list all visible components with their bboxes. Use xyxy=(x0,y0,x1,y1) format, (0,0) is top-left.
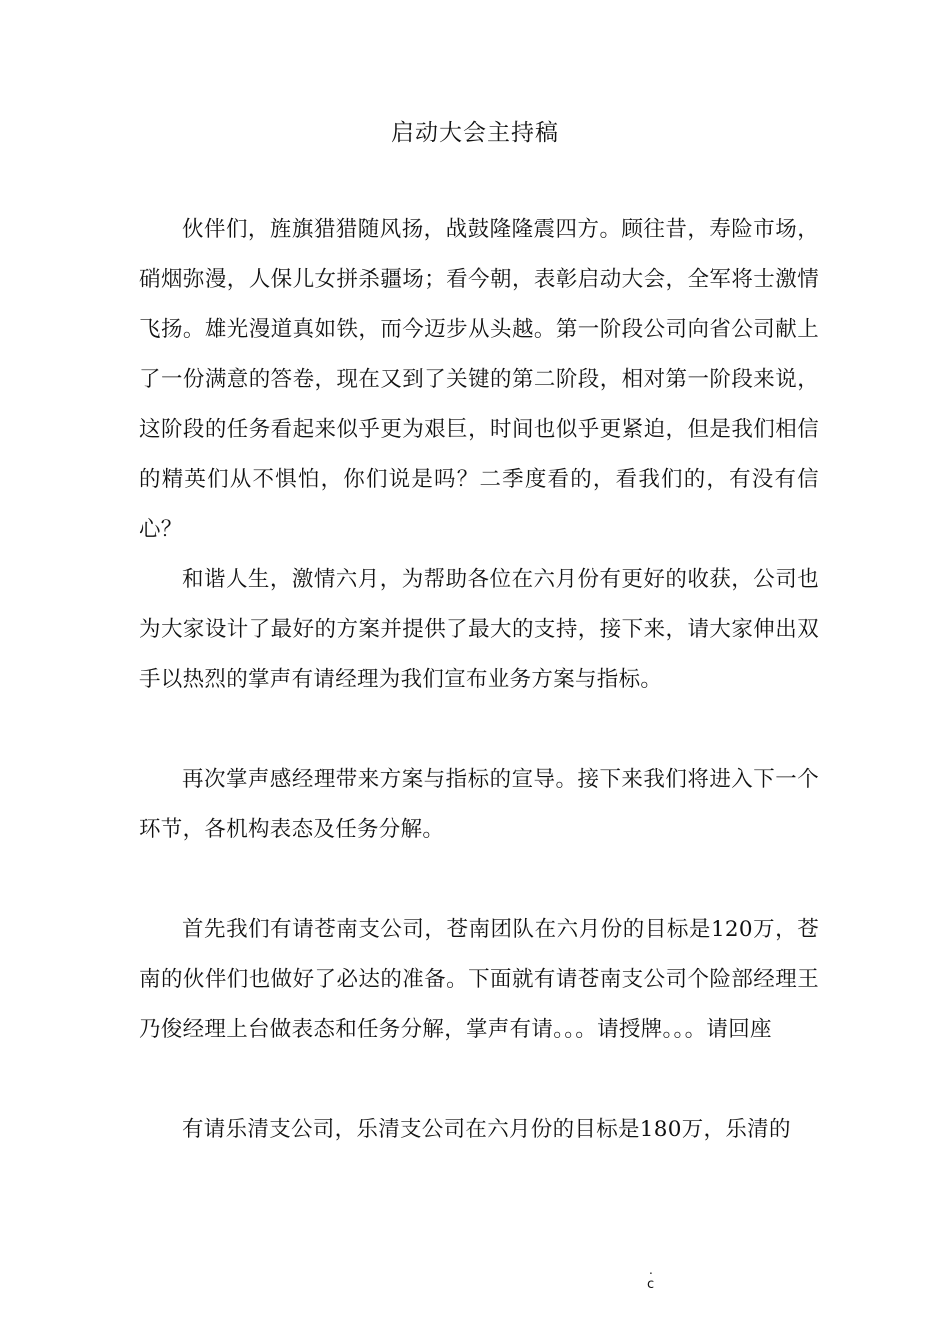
paragraph-yueqing: 有请乐清支公司，乐清支公司在六月份的目标是180万，乐清的 xyxy=(182,1117,791,1142)
paragraph-opening: 伙伴们，旌旗猎猎随风扬，战鼓隆隆震四方。顾往昔，寿险市场，硝烟弥漫，人保儿女拼杀疆场；看今朝，表彰启动大会，全军将士激情飞扬。雄光漫道真如铁，而今迈步从头越。第一阶段公司向省公司献上了一份满意的答卷，现在又到了关键的第二阶段，相对第一阶段来说，这阶段的任务看起来似乎更为艰巨，时间也似乎更紧迫，但是我们相信的精英们从不惧怕，你们说是吗？二季度看的，看我们的，有没有信心？ xyxy=(139,217,819,542)
document-title: 启动大会主持稿 xyxy=(391,120,559,146)
paragraph-cangnan: 首先我们有请苍南支公司，苍南团队在六月份的目标是120万，苍南的伙伴们也做好了必达的准备。下面就有请苍南支公司个险部经理王乃俊经理上台做表态和任务分解，掌声有请。。。请授牌。。。请回座 xyxy=(139,917,819,1042)
footer-dot: . xyxy=(649,1263,653,1277)
footer-mark: c xyxy=(647,1277,655,1292)
paragraph-gap xyxy=(139,855,819,905)
paragraph-june-plan: 和谐人生，激情六月，为帮助各位在六月份有更好的收获，公司也为大家设计了最好的方案并提供了最大的支持，接下来，请大家伸出双手以热烈的掌声有请经理为我们宣布业务方案与指标。 xyxy=(139,567,819,692)
paragraph-transition: 再次掌声感经理带来方案与指标的宣导。接下来我们将进入下一个环节，各机构表态及任务分解。 xyxy=(139,767,819,842)
paragraph-gap xyxy=(139,705,819,755)
document-body xyxy=(139,205,819,1155)
paragraph-gap xyxy=(139,1055,819,1105)
